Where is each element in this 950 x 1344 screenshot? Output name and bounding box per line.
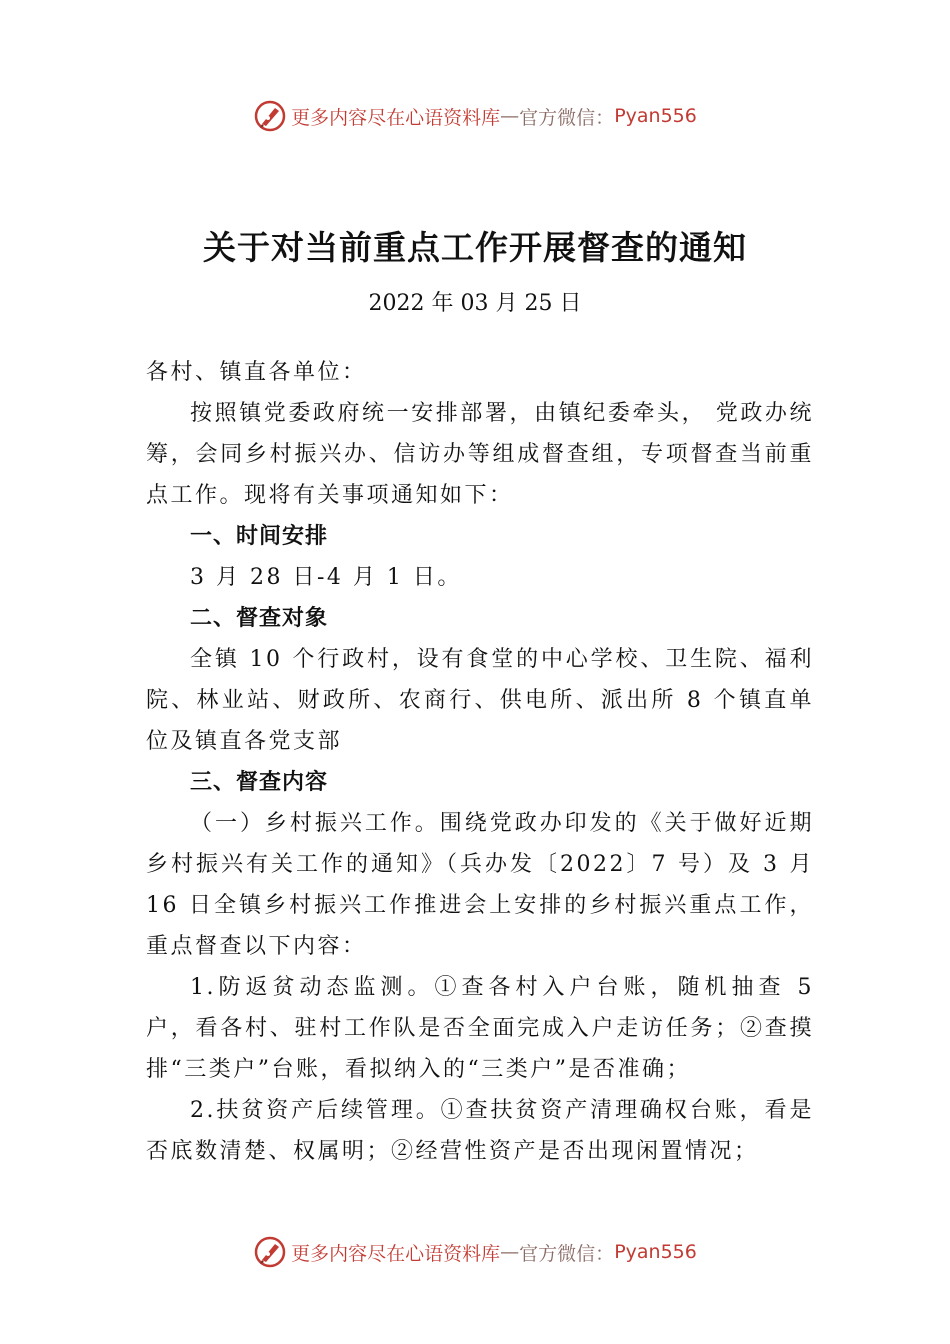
intro-paragraph: 按照镇党委政府统一安排部署，由镇纪委牵头， 党政办统筹，会同乡村振兴办、信访办等组成督查组，专项督查当前重点工作。现将有关事项通知如下： <box>146 401 814 508</box>
section-text-targets: 全镇 10 个行政村，设有食堂的中心学校、卫生院、福利院、林业站、财政所、农商行、供电所、派出所 8 个镇直单位及镇直各党支部 <box>146 647 814 754</box>
watermark-site-text: 更多内容尽在心语资料库 <box>291 1242 501 1265</box>
salutation: 各村、镇直各单位： <box>146 360 367 385</box>
section-heading-content: 三、督查内容 <box>190 770 329 795</box>
section-text-schedule: 3 月 28 日-4 月 1 日。 <box>190 565 462 590</box>
document-title: 关于对当前重点工作开展督查的通知 <box>203 228 747 267</box>
list-item-poverty-monitoring: 1.防返贫动态监测。①查各村入户台账，随机抽查 5 户，看各村、驻村工作队是否全面完成入户走访任务；②查摸排“三类户”台账，看拟纳入的“三类户”是否准确； <box>146 975 814 1082</box>
document-date: 2022 年 03 月 25 日 <box>368 291 582 316</box>
watermark-account-id: Pyan556 <box>614 105 697 127</box>
watermark-site-text: 更多内容尽在心语资料库 <box>291 106 501 129</box>
watermark-channel-text: 官方微信： <box>519 106 615 129</box>
pen-circle-logo-icon <box>253 1235 287 1269</box>
pen-circle-logo-icon <box>253 99 287 133</box>
section-heading-schedule: 一、时间安排 <box>190 524 329 549</box>
list-item-asset-management: 2.扶贫资产后续管理。①查扶贫资产清理确权台账，看是否底数清楚、权属明；②经营性资产是否出现闲置情况； <box>146 1098 814 1164</box>
section-heading-targets: 二、督查对象 <box>190 606 329 631</box>
watermark-separator: — <box>500 105 520 127</box>
watermark-channel-text: 官方微信： <box>519 1242 615 1265</box>
watermark-footer <box>0 1232 950 1272</box>
watermark-account-id: Pyan556 <box>614 1241 697 1263</box>
watermark-header <box>0 96 950 136</box>
document-body <box>146 352 814 1172</box>
section-text-rural-revitalization: （一）乡村振兴工作。围绕党政办印发的《关于做好近期乡村振兴有关工作的通知》（兵办发〔2022〕7 号）及 3 月 16 日全镇乡村振兴工作推进会上安排的乡村振兴重点工作，重点督查以下内容： <box>146 811 814 959</box>
watermark-separator: — <box>500 1241 520 1263</box>
